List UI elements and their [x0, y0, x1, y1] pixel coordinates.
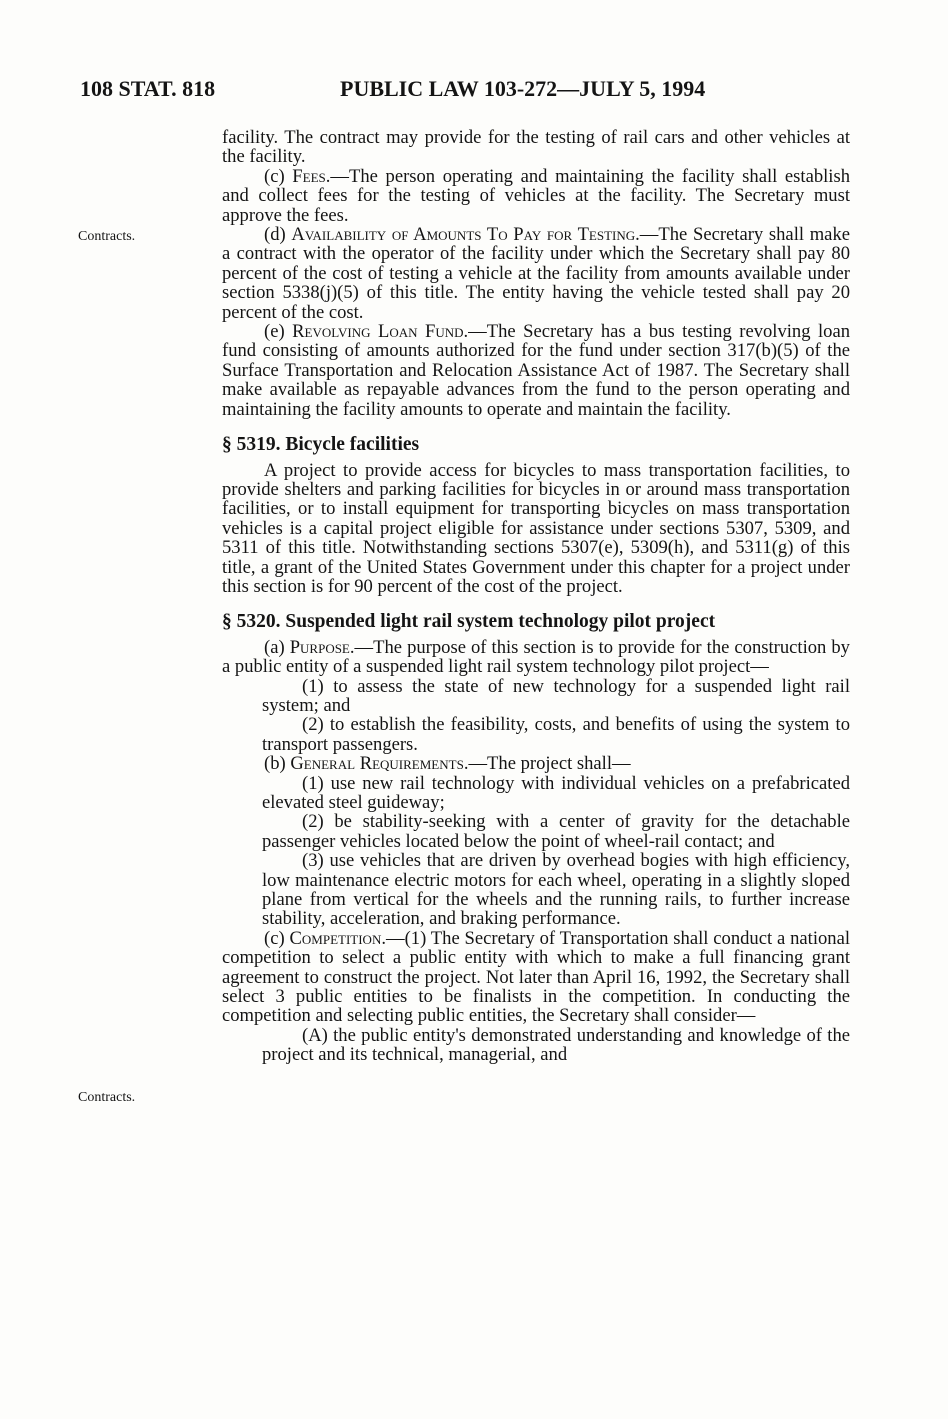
section-5320-heading: § 5320. Suspended light rail system technology pilot project	[222, 611, 716, 633]
paragraph: facility. The contract may provide for the testing of rail cars and other vehicles at the facility.	[222, 127, 850, 168]
subsection-c-fees: (c) Fees.—The person operating and maintaining the facility shall establish and collect fees for the testing of vehicles at the facility. The Secretary must approve the fees.	[222, 165, 850, 226]
document-body	[222, 128, 850, 1065]
subsection-d-availability: (d) Availability of Amounts To Pay for Testing.—The Secretary shall make a contract with the operator of the facility under which the Secretary shall pay 80 percent of the cost of testing a vehicle at the facility from amounts available under section 5338(j)(5) of this title. The entity having the vehicle tested shall pay 20 percent of the cost.	[222, 224, 850, 323]
paragraph-cA: (A) the public entity's demonstrated understanding and knowledge of the project and its technical, managerial, and	[262, 1024, 850, 1066]
subsection-b-general-requirements: (b) General Requirements.—The project shall—	[264, 753, 631, 775]
stat-citation: 108 STAT. 818	[80, 76, 216, 101]
paragraph-a1: (1) to assess the state of new technology for a suspended light rail system; and	[262, 675, 850, 716]
paragraph-b2: (2) be stability-seeking with a center of gravity for the detachable passenger vehicles located below the point of wheel-rail contact; and	[262, 811, 850, 852]
paragraph-a2: (2) to establish the feasibility, costs, and benefits of using the system to transport passengers.	[262, 714, 850, 755]
public-law-title: PUBLIC LAW 103-272—JULY 5, 1994	[340, 76, 706, 101]
margin-note-contracts: Contracts.	[78, 1090, 136, 1105]
subsection-e-revolving-loan-fund: (e) Revolving Loan Fund.—The Secretary has a bus testing revolving loan fund consisting of amounts authorized for the fund under section 317(b)(5) of the Surface Transportation and Relocation Assistance Act of 1987. The Secretary shall make available as repayable advances from the fund to the person operating and maintaining the facility amounts to operate and maintain the facility.	[222, 321, 851, 420]
paragraph-b3: (3) use vehicles that are driven by overhead bogies with high efficiency, low maintenance electric motors for each wheel, operating in a slightly sloped plane from vertical for the wheels and the running rails, to further increase stability, acceleration, and braking performance.	[262, 850, 850, 930]
section-5319-heading: § 5319. Bicycle facilities	[222, 434, 420, 456]
paragraph-b1: (1) use new rail technology with individual vehicles on a prefabricated elevated steel guideway;	[262, 772, 850, 813]
section-5319-text: A project to provide access for bicycles to mass transportation facilities, to provide shelters and parking facilities for bicycles in or around mass transportation facilities, or to install equipment for transporting bicycles on mass transportation vehicles is a capital project eligible for assistance under sections 5307, 5309, and 5311 of this title. Notwithstanding sections 5307(e), 5309(h), and 5311(g) of this title, a grant of the United States Government under this chapter for a project under this section is for 90 percent of the cost of the project.	[222, 459, 850, 597]
subsection-a-purpose: (a) Purpose.—The purpose of this section is to provide for the construction by a public entity of a suspended light rail system technology pilot project—	[222, 636, 850, 678]
subsection-c-competition: (c) Competition.—(1) The Secretary of Transportation shall conduct a national competition to select a public entity with which to make a full financing grant agreement to construct the project. Not later than April 16, 1992, the Secretary shall select 3 public entities to be finalists in the competition. In conducting the competition and selecting public entities, the Secretary shall consider—	[222, 927, 850, 1027]
page-header	[80, 76, 780, 106]
margin-note-contracts: Contracts.	[78, 229, 136, 244]
